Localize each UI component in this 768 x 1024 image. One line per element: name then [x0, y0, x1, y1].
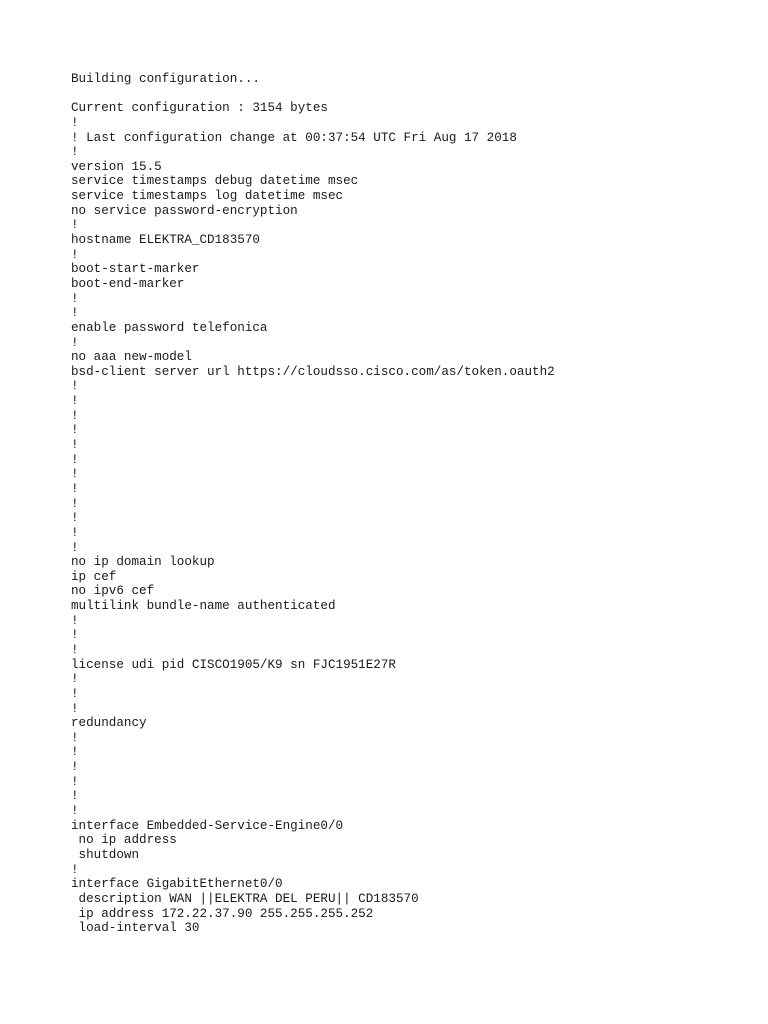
comment-separator-line: ! — [71, 496, 79, 511]
comment-separator-line: ! — [71, 686, 79, 701]
config-line: no ip address — [71, 833, 177, 848]
config-line: service timestamps debug datetime msec — [71, 174, 359, 189]
comment-separator-line: ! — [71, 745, 79, 760]
comment-separator-line: ! — [71, 145, 79, 160]
comment-separator-line: ! — [71, 438, 79, 453]
config-line: Current configuration : 3154 bytes — [71, 101, 328, 116]
config-line: hostname ELEKTRA_CD183570 — [71, 233, 260, 248]
config-line: multilink bundle-name authenticated — [71, 599, 336, 614]
comment-separator-line: ! — [71, 423, 79, 438]
comment-separator-line: ! — [71, 306, 79, 321]
comment-separator-line: ! — [71, 642, 79, 657]
config-line: interface GigabitEthernet0/0 — [71, 877, 283, 892]
config-line: boot-end-marker — [71, 276, 185, 291]
comment-separator-line: ! — [71, 672, 79, 687]
config-line: boot-start-marker — [71, 262, 200, 277]
comment-separator-line: ! — [71, 394, 79, 409]
comment-separator-line: ! — [71, 115, 79, 130]
comment-separator-line: ! — [71, 525, 79, 540]
config-line: Building configuration... — [71, 72, 260, 86]
comment-separator-line: ! — [71, 379, 79, 394]
comment-separator-line: ! — [71, 218, 79, 233]
comment-separator-line: ! — [71, 804, 79, 819]
comment-separator-line: ! — [71, 701, 79, 716]
config-line: shutdown — [71, 847, 140, 862]
config-line: bsd-client server url https://cloudsso.cisco.com/as/token.oauth2 — [71, 364, 555, 379]
comment-separator-line: ! — [71, 481, 79, 496]
comment-separator-line: ! — [71, 467, 79, 482]
comment-separator-line: ! — [71, 335, 79, 350]
config-line: ! Last configuration change at 00:37:54 UTC Fri Aug 17 2018 — [71, 130, 517, 145]
comment-separator-line: ! — [71, 774, 79, 789]
comment-separator-line: ! — [71, 511, 79, 526]
config-line: ip cef — [71, 569, 117, 584]
comment-separator-line: ! — [71, 862, 79, 877]
comment-separator-line: ! — [71, 613, 79, 628]
comment-separator-line: ! — [71, 789, 79, 804]
config-line: license udi pid CISCO1905/K9 sn FJC1951E27R — [71, 657, 396, 672]
comment-separator-line: ! — [71, 408, 79, 423]
comment-separator-line: ! — [71, 540, 79, 555]
comment-separator-line: ! — [71, 760, 79, 775]
config-line: ip address 172.22.37.90 255.255.255.252 — [71, 906, 374, 921]
config-line: service timestamps log datetime msec — [71, 189, 344, 204]
config-line: no ipv6 cef — [71, 584, 155, 599]
config-line: version 15.5 — [71, 159, 162, 174]
config-line: enable password telefonica — [71, 320, 268, 335]
config-line: description WAN ||ELEKTRA DEL PERU|| CD183570 — [71, 891, 419, 906]
config-line: no service password-encryption — [71, 203, 298, 218]
config-line: interface Embedded-Service-Engine0/0 — [71, 818, 344, 833]
blank-line — [71, 87, 555, 102]
comment-separator-line: ! — [71, 730, 79, 745]
comment-separator-line: ! — [71, 452, 79, 467]
config-line: load-interval 30 — [71, 921, 200, 936]
comment-separator-line: ! — [71, 628, 79, 643]
comment-separator-line: ! — [71, 291, 79, 306]
config-line: no ip domain lookup — [71, 555, 215, 570]
config-line: redundancy — [71, 716, 147, 731]
comment-separator-line: ! — [71, 247, 79, 262]
config-text — [71, 72, 555, 936]
config-line: no aaa new-model — [71, 350, 192, 365]
